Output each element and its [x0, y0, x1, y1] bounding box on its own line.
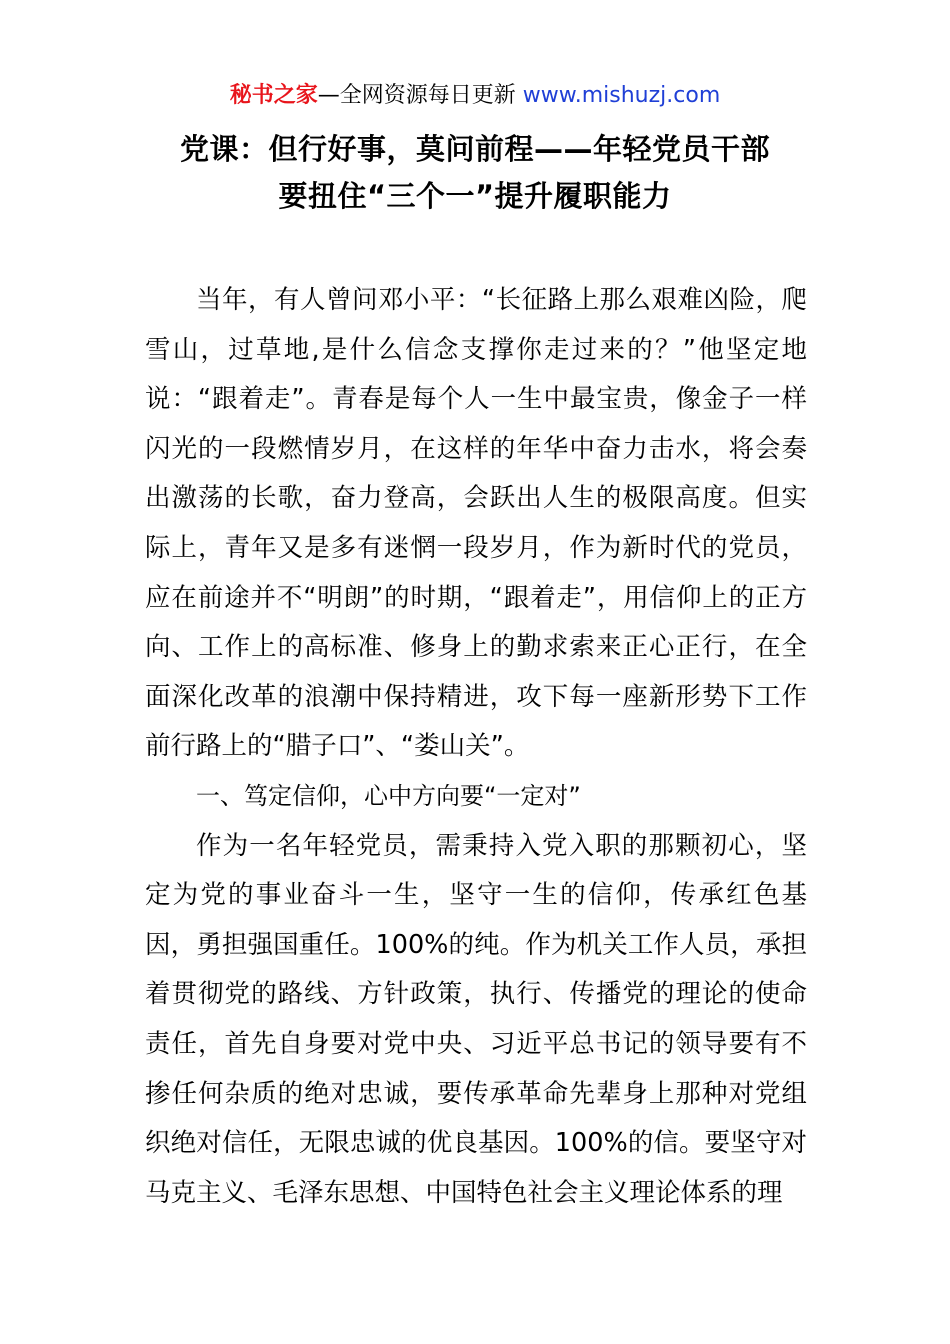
document-title: [145, 126, 805, 220]
site-tagline: —全网资源每日更新: [317, 83, 523, 108]
site-header: [0, 81, 950, 111]
site-url-link[interactable]: www.mishuzj.com: [522, 83, 721, 108]
title-line-2: 要扭住“三个一”提升履职能力: [278, 179, 672, 213]
site-brand: 秘书之家: [229, 83, 318, 108]
paragraph-section-1: 作为一名年轻党员，需秉持入党入职的那颗初心，坚定为党的事业奋斗一生，坚守一生的信仰，传承红色基因，勇担强国重任。100%的纯。作为机关工作人员，承担着贯彻党的路线、方针政策，执行、传播党的理论的使命责任，首先自身要对党中央、习近平总书记的领导要有不掺任何杂质的绝对忠诚，要传承革命先辈身上那种对党组织绝对信任，无限忠诚的优良基因。100%的信。要坚守对马克主义、毛泽东思想、中国特色社会主义理论体系的理: [145, 830, 807, 1208]
section-heading-1: 一、笃定信仰，心中方向要“一定对”: [196, 781, 581, 810]
title-line-1: 党课：但行好事，莫问前程——年轻党员干部: [179, 132, 770, 166]
paragraph-intro: 当年，有人曾问邓小平：“长征路上那么艰难凶险，爬雪山，过草地,是什么信念支撑你走过来的？”他坚定地说：“跟着走”。青春是每个人一生中最宝贵，像金子一样闪光的一段燃情岁月，在这样的年华中奋力击水，将会奏出激荡的长歌，奋力登高，会跃出人生的极限高度。但实际上，青年又是多有迷惘一段岁月，作为新时代的党员，应在前途并不“明朗”的时期，“跟着走”，用信仰上的正方向、工作上的高标准、修身上的勤求索来正心正行，在全面深化改革的浪潮中保持精进，攻下每一座新形势下工作前行路上的“腊子口”、“娄山关”。: [145, 285, 807, 762]
document-body: [145, 276, 807, 1218]
